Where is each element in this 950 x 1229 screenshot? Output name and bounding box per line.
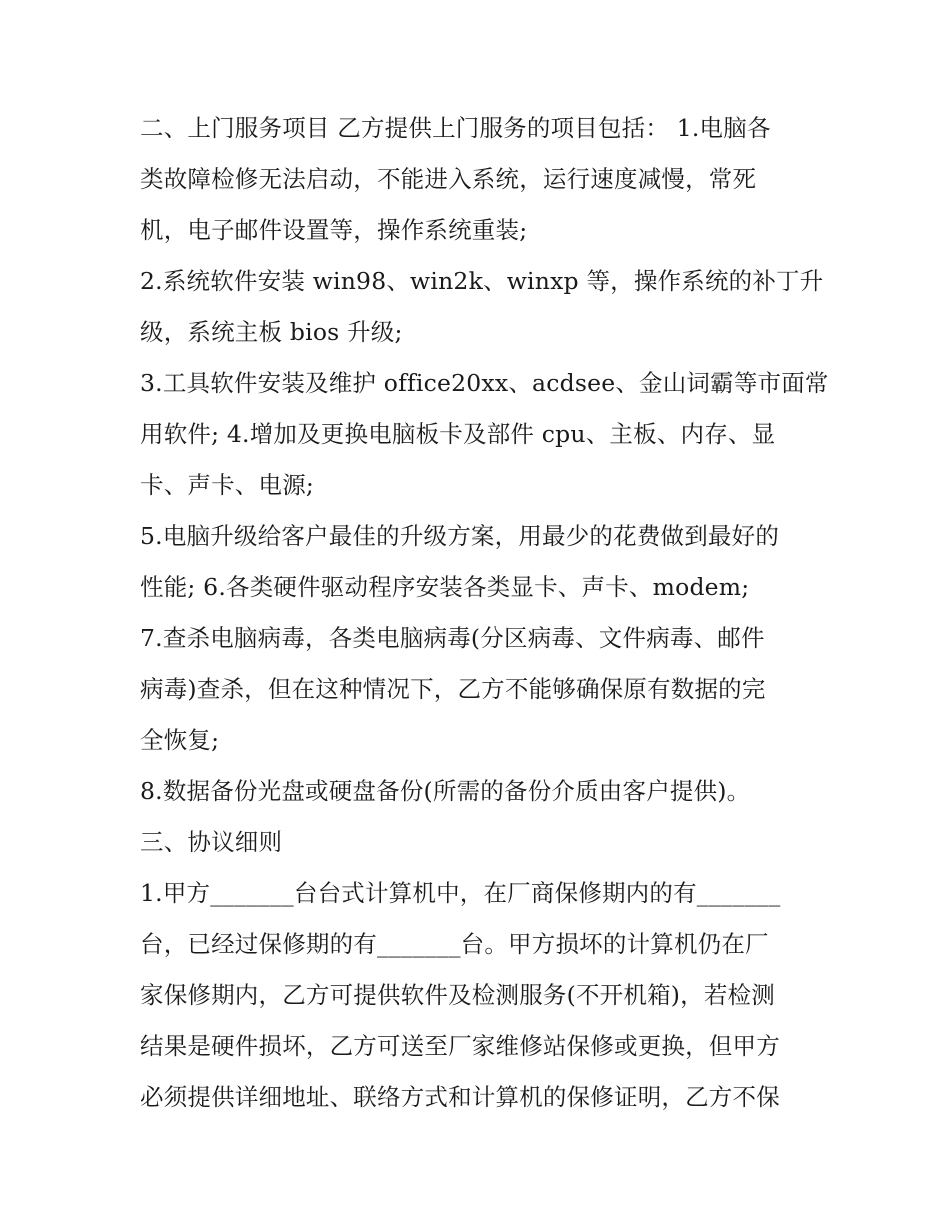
text-line: 8.数据备份光盘或硬盘备份(所需的备份介质由客户提供)。 <box>140 777 751 805</box>
text-line: 病毒)查杀，但在这种情况下，乙方不能够确保原有数据的完 <box>140 675 766 703</box>
text-line: 全恢复; <box>140 726 220 754</box>
text-line: 类故障检修无法启动，不能进入系统，运行速度减慢，常死 <box>140 165 757 193</box>
text-line: 3.工具软件安装及维护 office20xx、acdsee、金山词霸等市面常 <box>140 369 829 397</box>
text-line: 结果是硬件损坏，乙方可送至厂家维修站保修或更换，但甲方 <box>140 1032 780 1060</box>
text-line: 台，已经过保修期的有_______台。甲方损坏的计算机仍在厂 <box>140 930 769 958</box>
text-line: 卡、声卡、电源; <box>140 471 315 499</box>
text-line: 5.电脑升级给客户最佳的升级方案，用最少的花费做到最好的 <box>140 522 780 550</box>
text-line: 二、上门服务项目 乙方提供上门服务的项目包括： 1.电脑各 <box>140 114 771 142</box>
section-heading: 三、协议细则 <box>140 828 283 856</box>
document-body <box>140 103 829 1123</box>
text-line: 必须提供详细地址、联络方式和计算机的保修证明，乙方不保 <box>140 1083 780 1111</box>
text-line: 家保修期内，乙方可提供软件及检测服务(不开机箱)，若检测 <box>140 981 775 1009</box>
text-line: 级，系统主板 bios 升级; <box>140 318 403 346</box>
text-line: 机，电子邮件设置等，操作系统重装; <box>140 216 528 244</box>
text-line: 用软件; 4.增加及更换电脑板卡及部件 cpu、主板、内存、显 <box>140 420 776 448</box>
text-line: 7.查杀电脑病毒，各类电脑病毒(分区病毒、文件病毒、邮件 <box>140 624 765 652</box>
text-line: 性能; 6.各类硬件驱动程序安装各类显卡、声卡、modem; <box>140 573 750 601</box>
text-line: 1.甲方_______台台式计算机中，在厂商保修期内的有_______ <box>140 879 781 907</box>
text-line: 2.系统软件安装 win98、win2k、winxp 等，操作系统的补丁升 <box>140 267 824 295</box>
